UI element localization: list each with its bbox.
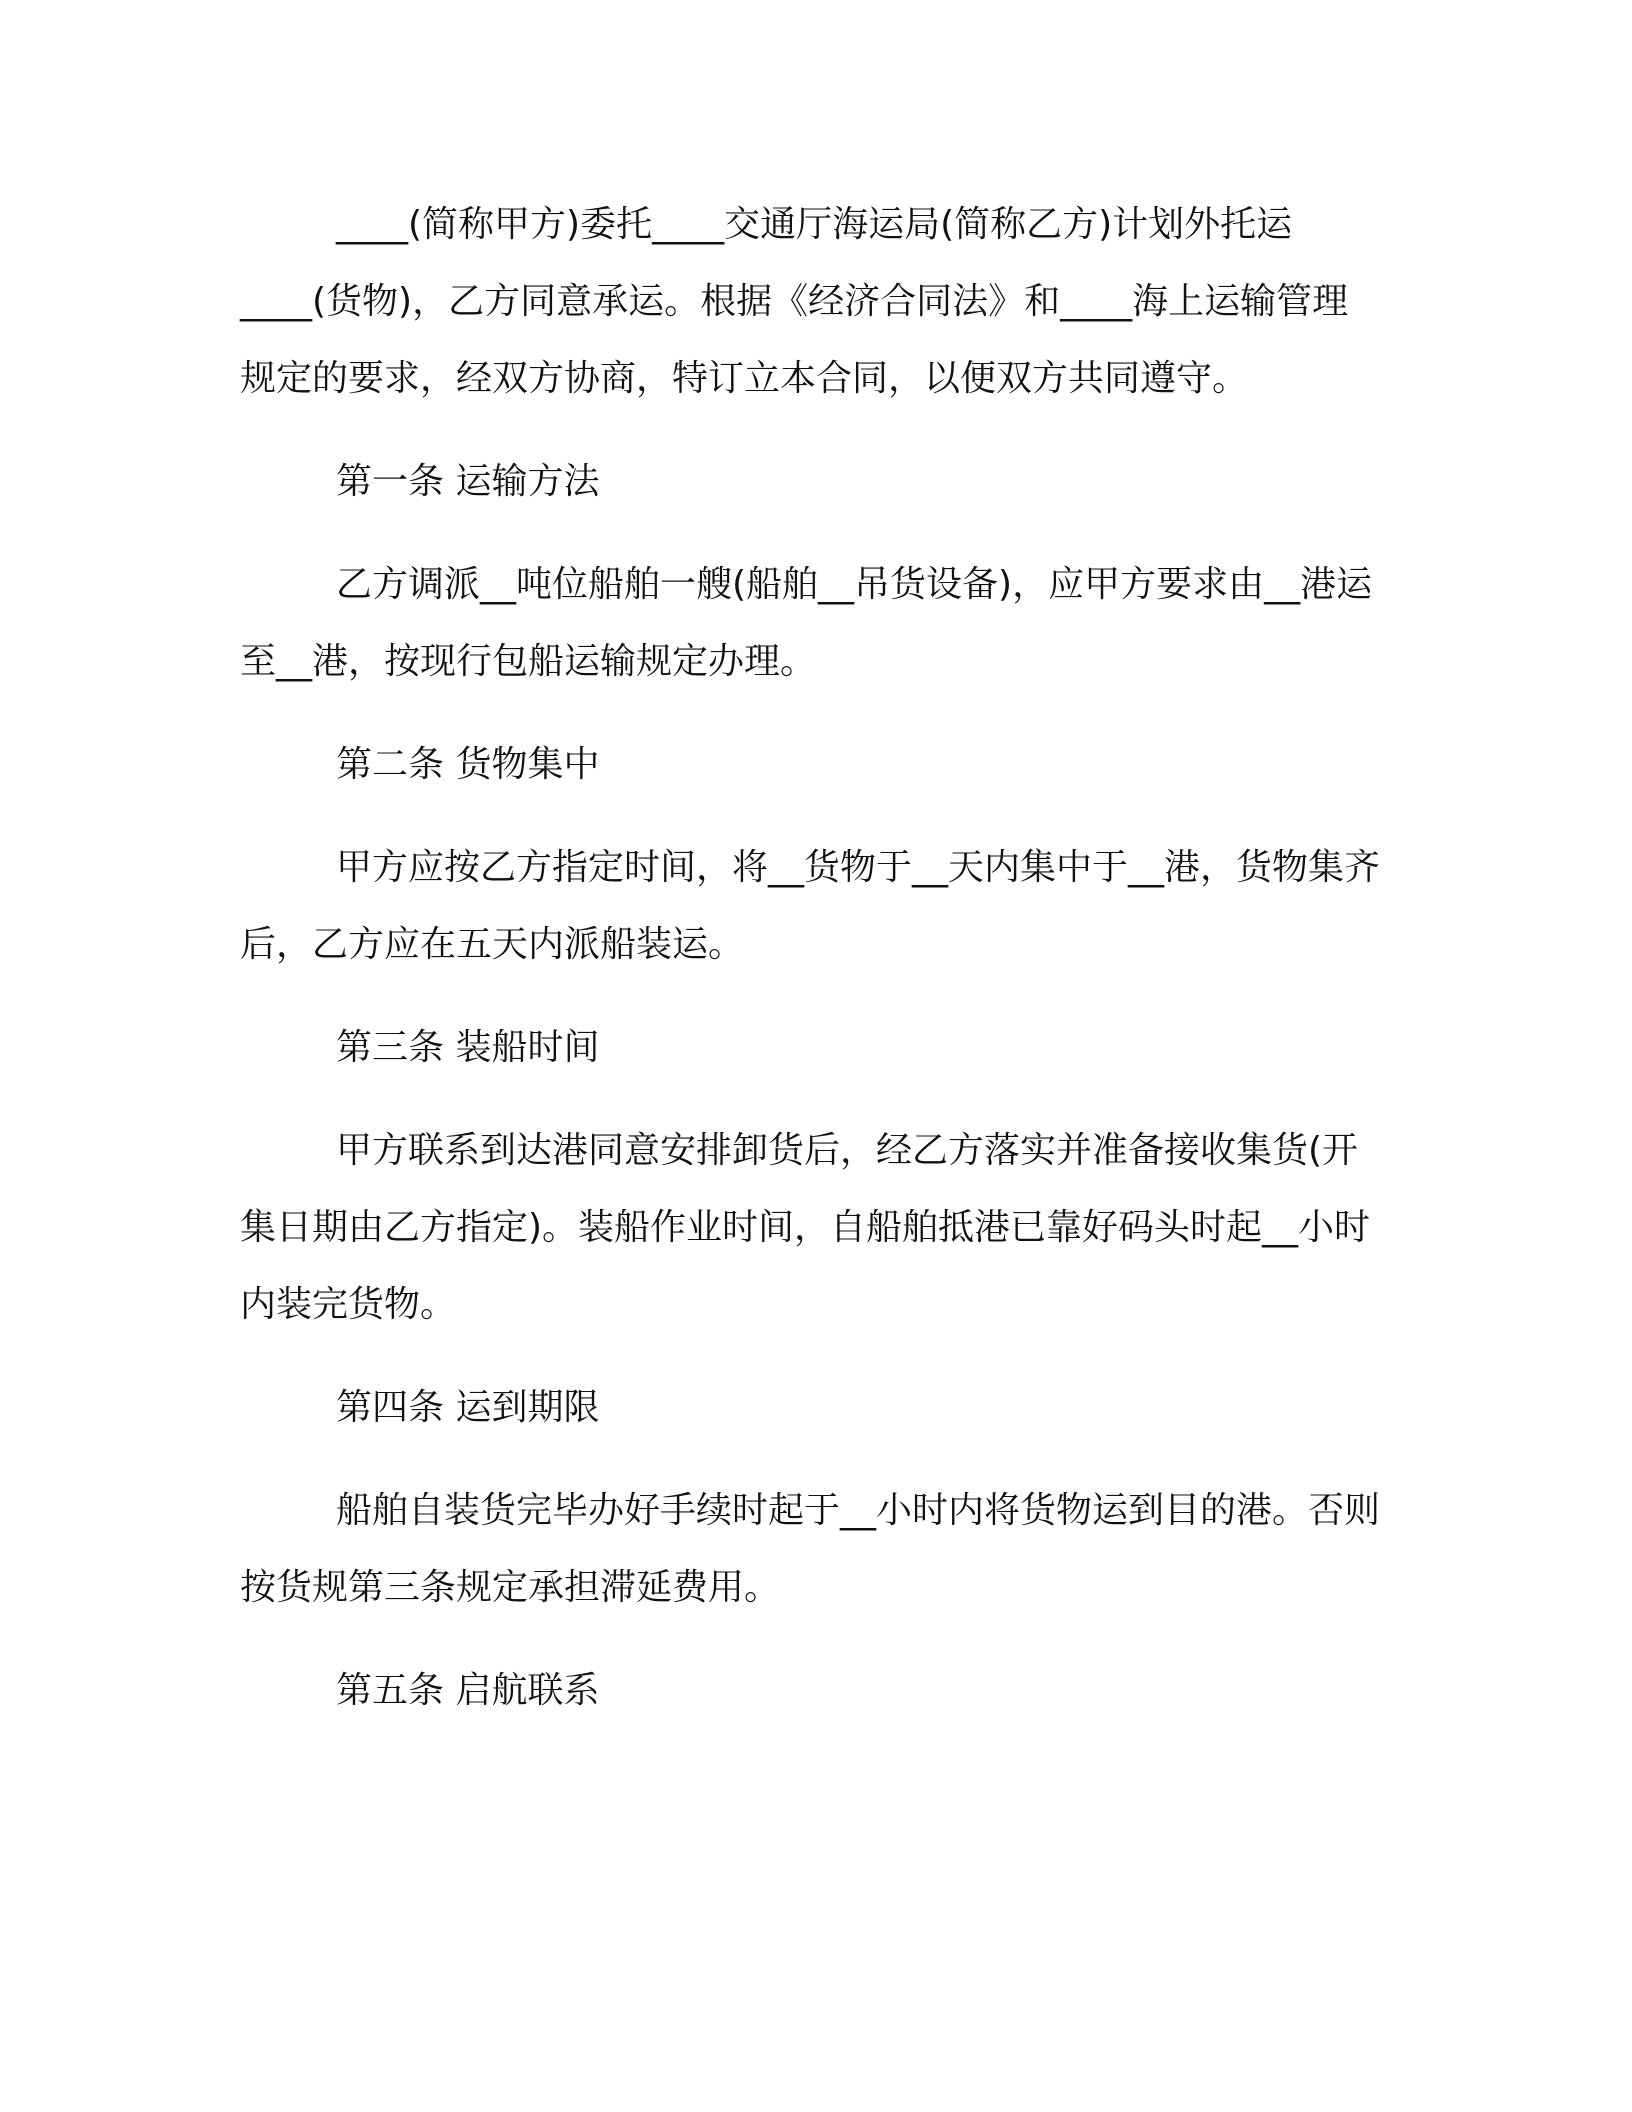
article-2-heading: 第二条 货物集中 <box>336 744 600 785</box>
article-1-body: 乙方调派__吨位船舶一艘(船舶__吊货设备)，应甲方要求由__港运至__港，按现行包船运输规定办理。 <box>240 564 1373 682</box>
article-2-body: 甲方应按乙方指定时间，将__货物于__天内集中于__港，货物集齐后，乙方应在五天内派船装运。 <box>240 847 1381 965</box>
article-5-heading: 第五条 启航联系 <box>336 1670 600 1711</box>
document-body <box>240 186 1380 1755</box>
article-3-body: 甲方联系到达港同意安排卸货后，经乙方落实并准备接收集货(开集日期由乙方指定)。装船作业时间，自船舶抵港已靠好码头时起__小时内装完货物。 <box>240 1130 1371 1325</box>
article-4-heading: 第四条 运到期限 <box>336 1387 600 1428</box>
article-1-heading: 第一条 运输方法 <box>336 461 600 502</box>
article-3-heading: 第三条 装船时间 <box>336 1027 600 1068</box>
intro-paragraph: ____(简称甲方)委托____交通厅海运局(简称乙方)计划外托运____(货物)，乙方同意承运。根据《经济合同法》和____海上运输管理规定的要求，经双方协商，特订立本合同，以便双方共同遵守。 <box>240 204 1349 399</box>
article-4-body: 船舶自装货完毕办好手续时起于__小时内将货物运到目的港。否则按货规第三条规定承担滞延费用。 <box>240 1490 1381 1608</box>
